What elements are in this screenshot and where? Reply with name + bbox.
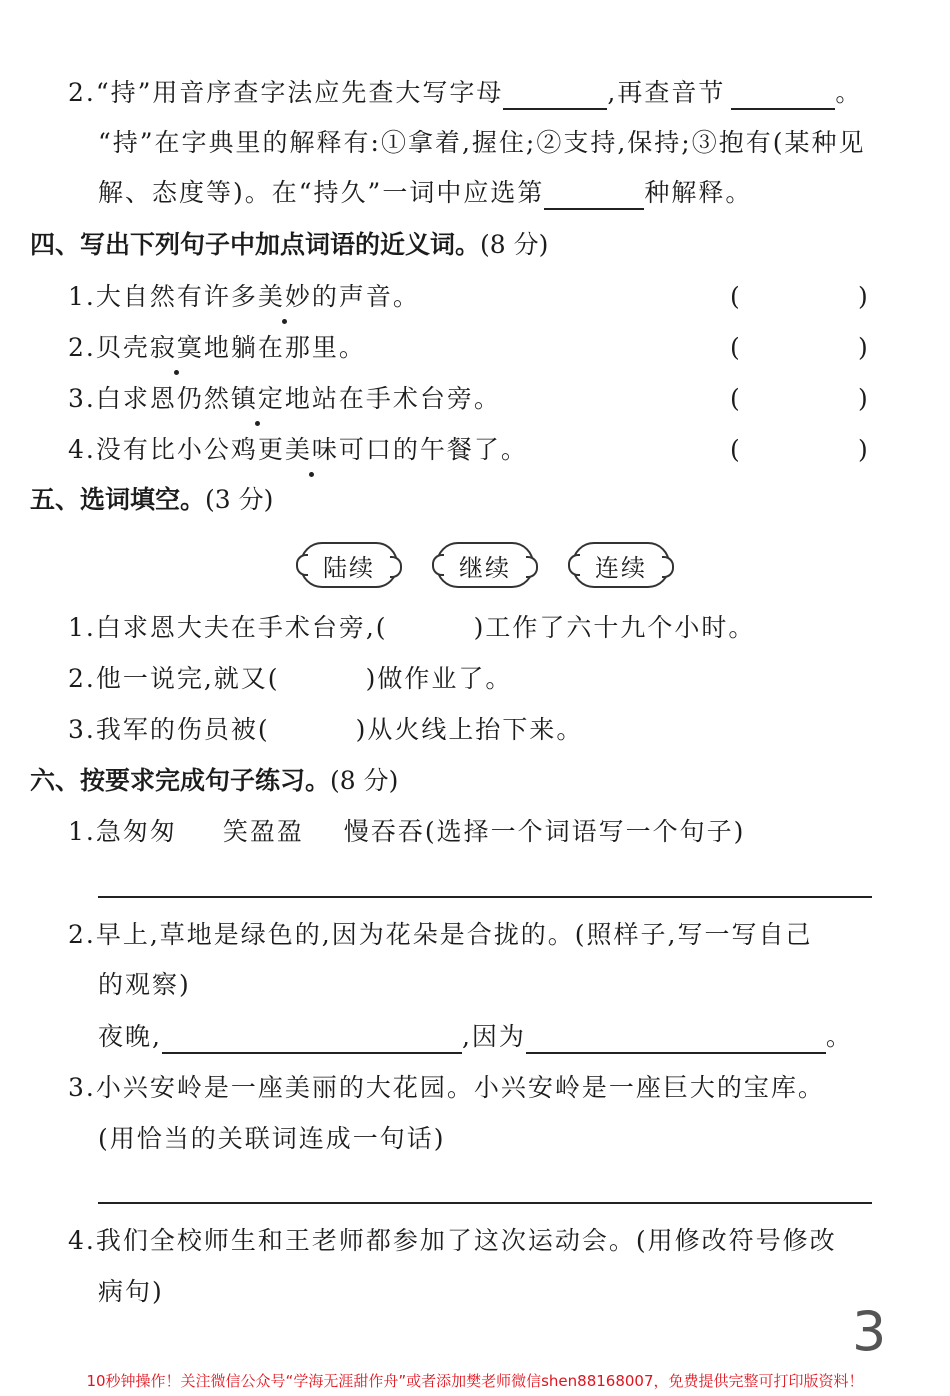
section5-item-3: [68, 713, 583, 747]
q3-answer-line[interactable]: [98, 1202, 872, 1204]
q3-2-text-b: ,再查音节: [607, 78, 726, 107]
section6-q4-line2: 病句): [98, 1277, 164, 1306]
dotted-word: 美味: [285, 433, 339, 467]
answer-paren-close: ): [858, 384, 868, 413]
item-text: 3.我军的伤员被(: [68, 715, 270, 744]
q3-2-line3-end: 种解释。: [644, 178, 753, 207]
definition-number-blank[interactable]: [544, 182, 644, 210]
section6-title: 六、按要求完成句子练习。: [30, 766, 331, 795]
q2-fill-end: 。: [825, 1022, 853, 1051]
item-text: )做作业了。: [365, 664, 513, 693]
item-text: 的声音。: [311, 282, 420, 311]
section4-item-1: [68, 280, 420, 314]
item-text: 1.白求恩大夫在手术台旁,(: [68, 613, 388, 642]
answer-paren-close: ): [858, 282, 868, 311]
section4-item-3: [68, 382, 501, 416]
syllable-blank[interactable]: [731, 82, 835, 110]
section5-item-2: [68, 662, 512, 696]
answer-paren-close: ): [858, 435, 868, 464]
q3-2-line3-text: 解、态度等)。在“持久”一词中应选第: [98, 178, 545, 207]
answer-paren-open: (: [730, 333, 740, 362]
item-text: )工作了六十九个小时。: [473, 613, 756, 642]
section5-item-1: [68, 611, 755, 645]
q3-2-line3: [98, 176, 752, 210]
section6-q4-line1: 4.我们全校师生和王老师都参加了这次运动会。(用修改符号修改: [68, 1226, 837, 1255]
q2-fill-text-b: ,因为: [461, 1022, 526, 1051]
section6-q2-fill: [98, 1020, 853, 1054]
section6-q3-line1: 3.小兴安岭是一座美丽的大花园。小兴安岭是一座巨大的宝库。: [68, 1073, 825, 1102]
item-text: 4.没有比小公鸡更: [68, 435, 285, 464]
item-text: 2.他一说完,就又(: [68, 664, 280, 693]
answer-paren-open: (: [730, 435, 740, 464]
q1-answer-line[interactable]: [98, 896, 872, 898]
word-bubble-lianxu: 连续: [572, 542, 670, 588]
section6-q2-line1: 2.早上,草地是绿色的,因为花朵是合拢的。(照样子,写一写自己: [68, 920, 813, 949]
section4-title: 四、写出下列句子中加点词语的近义词。: [30, 230, 481, 259]
item-text: 1.大自然有许多: [68, 282, 258, 311]
q1-word-3: 慢吞吞(选择一个词语写一个句子): [343, 817, 746, 846]
answer-paren-open: (: [730, 282, 740, 311]
word-bubble-luxu: 陆续: [300, 542, 398, 588]
answer-paren-open: (: [730, 384, 740, 413]
item-text: 可口的午餐了。: [338, 435, 528, 464]
answer-paren-close: ): [858, 333, 868, 362]
section6-q2-line2: 的观察): [98, 970, 191, 999]
section6-q1: [68, 815, 745, 849]
section5-heading: [30, 483, 273, 517]
q3-2-text-a: 2.“持”用音序查字法应先查大写字母: [68, 78, 504, 107]
item-text: 3.白求恩仍然: [68, 384, 231, 413]
q2-night-blank[interactable]: [162, 1026, 462, 1054]
section4-heading: [30, 228, 548, 262]
section6-q3-line2: (用恰当的关联词连成一句话): [98, 1124, 446, 1153]
item-text: 地躺在那里。: [203, 333, 366, 362]
section6-points: (8 分): [330, 766, 399, 795]
section4-points: (8 分): [480, 230, 549, 259]
item-text: 2.贝壳: [68, 333, 150, 362]
dotted-word: 镇定: [231, 382, 285, 416]
section4-item-4: [68, 433, 528, 467]
dotted-word: 美妙: [258, 280, 312, 314]
word-bubble-jixu: 继续: [436, 542, 534, 588]
section5-title: 五、选词填空。: [30, 485, 206, 514]
page-number: 3: [852, 1300, 887, 1363]
uppercase-letter-blank[interactable]: [503, 82, 607, 110]
q3-2-line2: “持”在字典里的解释有:①拿着,握住;②支持,保持;③抱有(某种见: [98, 128, 866, 157]
dotted-word: 寂寞: [150, 331, 204, 365]
section5-points: (3 分): [205, 485, 274, 514]
q1-word-1: 1.急匆匆: [68, 817, 177, 846]
section6-heading: [30, 764, 398, 798]
q3-2-line1: [68, 76, 862, 110]
q2-fill-text-a: 夜晚,: [98, 1022, 162, 1051]
item-text: 地站在手术台旁。: [284, 384, 501, 413]
q1-word-2: 笑盈盈: [222, 817, 304, 846]
footer-promo-text: 10秒钟操作！关注微信公众号“学海无涯甜作舟”或者添加樊老师微信shen88168007，免费提供完整可打印版资料！: [86, 1372, 864, 1390]
q3-2-period: 。: [835, 78, 863, 107]
section4-item-2: [68, 331, 366, 365]
q2-because-blank[interactable]: [526, 1026, 826, 1054]
item-text: )从火线上抬下来。: [355, 715, 584, 744]
